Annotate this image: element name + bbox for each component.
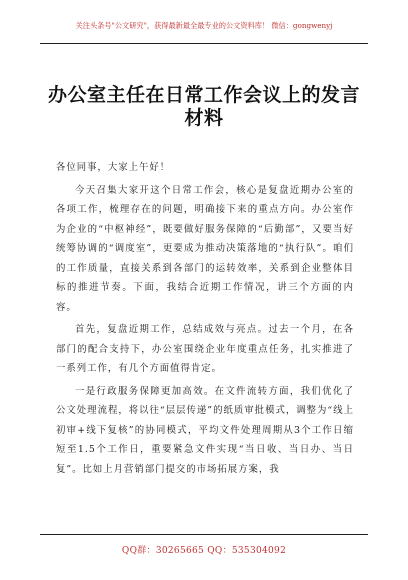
page-header [40,18,368,44]
header-promo-text: 关注头条号"公文研究"，获得最新最全最专业的公文资料库！ 微信：gongwenyj [75,21,333,30]
greeting-paragraph: 各位同事，大家上午好！ [56,162,171,173]
header-divider [40,43,368,44]
intro-paragraph: 今天召集大家开这个日常工作会，核心是复盘近期办公室的各项工作，梳理存在的问题，明确接下来的重点方向。办公室作为企业的“中枢神经”，既要做好服务保障的“后勤部”，又要当好统筹协调的“调度室”，更要成为推动决策落地的“执行队”。咱们的工作质量，直接关系到各部门的运转效率，关系到企业整体目标的推进节奏。下面，我结合近期工作情况，讲三个方面的内容。 [56,184,354,313]
footer-contact-text: QQ群：30265665 QQ：535304092 [121,546,287,556]
review-paragraph: 首先，复盘近期工作，总结成效与亮点。过去一个月，在各部门的配合支持下，办公室围绕企业年度重点任务，扎实推进了一系列工作，有几个方面值得肯定。 [56,324,354,374]
document-title [40,84,368,130]
service-paragraph: 一是行政服务保障更加高效。在文件流转方面，我们优化了公文处理流程，将以往“层层传递”的纸质审批模式，调整为“线上初审+线下复核”的协同模式，平均文件处理周期从3个工作日缩短至1.5个工作日，重要紧急文件实现“当日收、当日办、当日复”。比如上月营销部门提交的市场拓展方案，我 [56,385,354,475]
document-body [56,158,354,479]
document-title-line-2: 材料 [184,107,224,129]
page-footer [40,534,368,556]
document-title-line-1: 办公室主任在日常工作会议上的发言 [47,84,360,106]
